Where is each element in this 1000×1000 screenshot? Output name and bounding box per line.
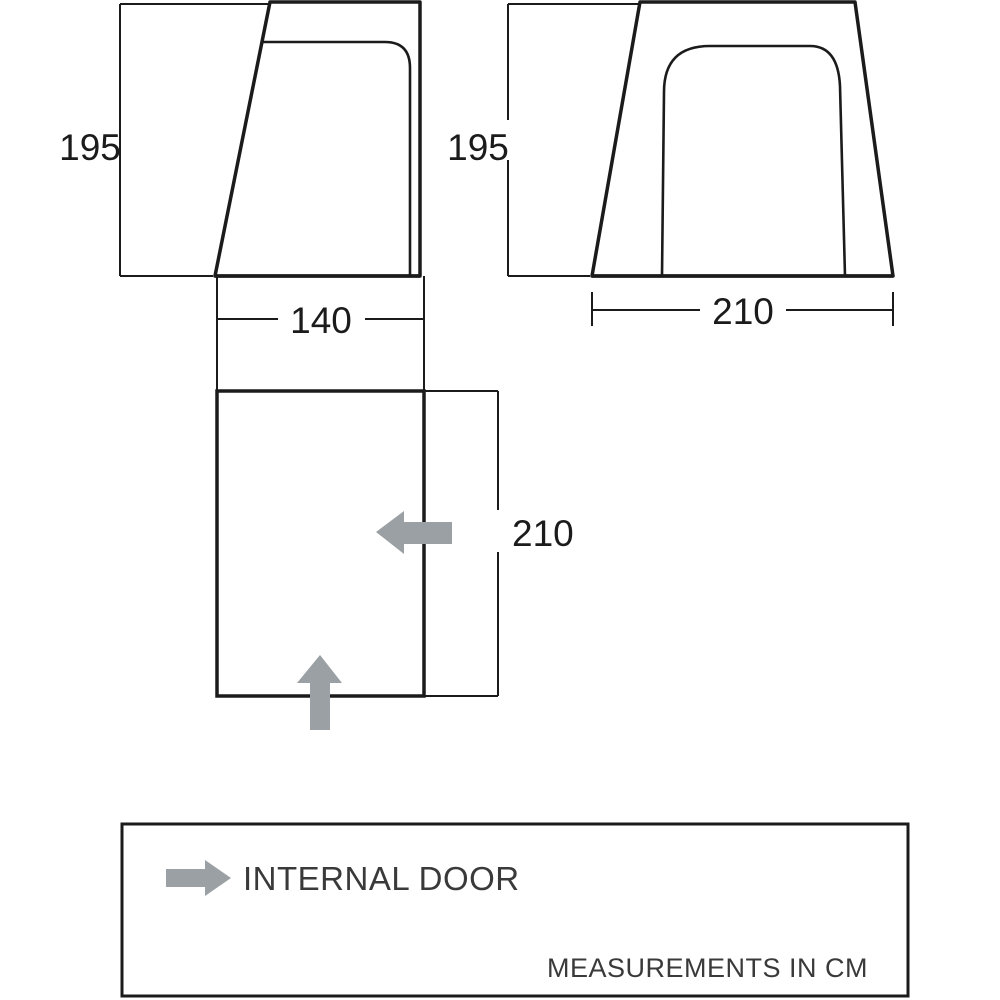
measurements-unit-note: MEASUREMENTS IN CM <box>546 953 868 983</box>
side-width-dimension <box>217 276 424 390</box>
front-width-dimension <box>592 291 893 332</box>
legend-internal-door-label: INTERNAL DOOR <box>243 860 520 897</box>
front-elevation-view <box>592 2 893 276</box>
side-elevation-view <box>215 2 420 276</box>
side-width-label: 140 <box>290 300 352 341</box>
legend-box <box>122 824 908 996</box>
floor-depth-label: 210 <box>512 513 574 554</box>
front-elevation-outline <box>592 2 893 276</box>
side-height-label: 195 <box>59 127 121 168</box>
front-width-label: 210 <box>712 291 774 332</box>
front-height-label: 195 <box>447 127 509 168</box>
